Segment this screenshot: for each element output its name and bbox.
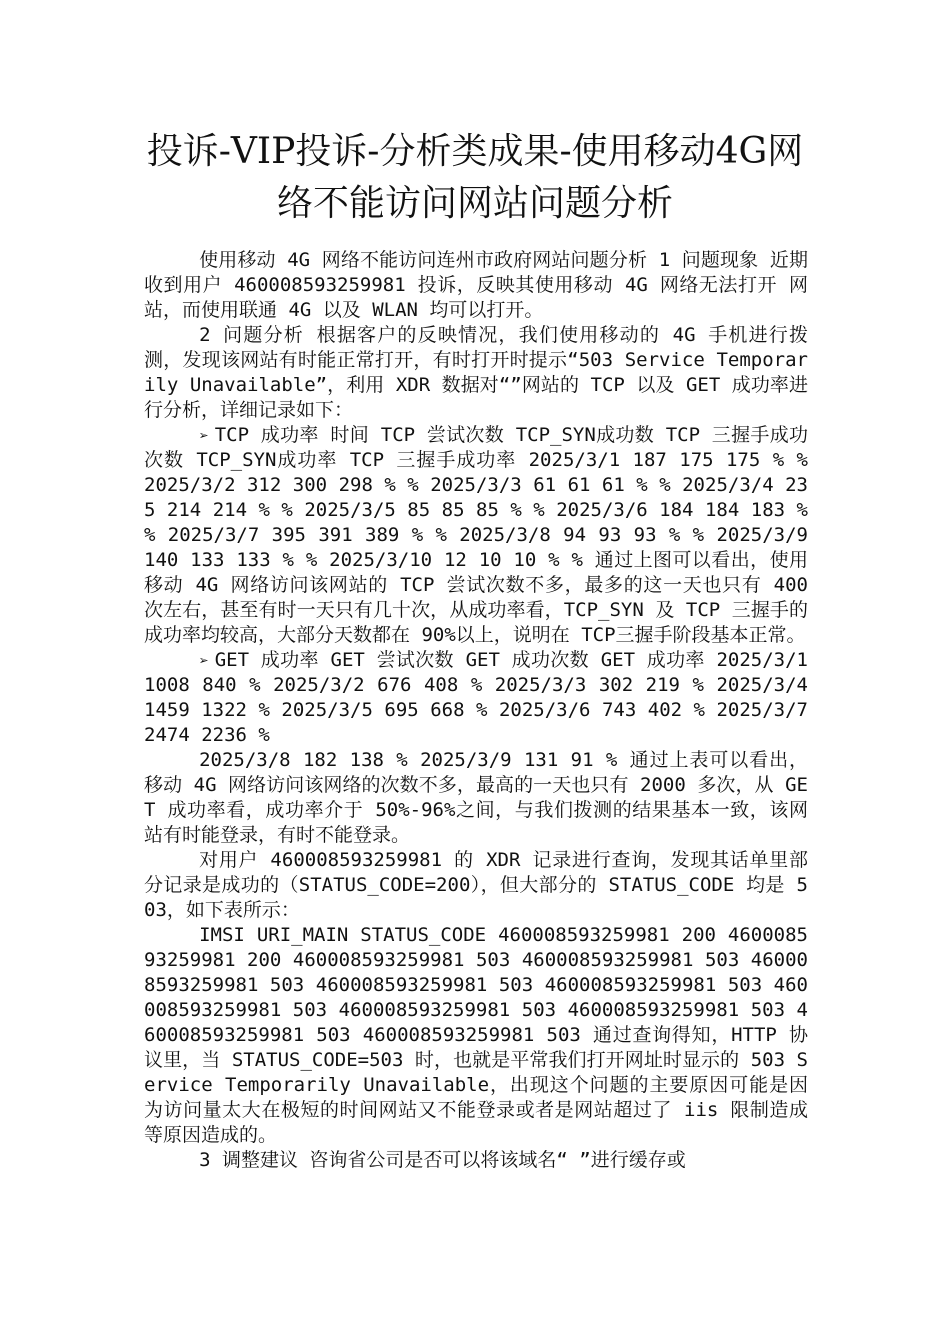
paragraph-get-success-rate [144,648,808,748]
paragraph-get-analysis [144,748,808,848]
paragraph-text: IMSI URI_MAIN STATUS_CODE 460008593259981 200 460008593259981 200 460008593259981 503 460008593259981 503 460008593259981 503 460008593259981 503 460008593259981 503 460008593259981 503 460008593259981 503 460008593259981 503 460008593259981 503 460008593259981 503 通过查询得知，HTTP 协议里，当 STATUS_CODE=503 时，也就是平常我们打开网址时显示的 503 Service Temporarily Unavailable，出现这个问题的主要原因可能是因为访问量太大在极短的时间网站又不能登录或者是网站超过了 iis 限制造成等原因造成的。 [144,924,808,1146]
paragraph-text: 使用移动 4G 网络不能访问连州市政府网站问题分析 1 问题现象 近期收到用户 460008593259981 投诉，反映其使用移动 4G 网络无法打开 网站，而使用联通 4G 以及 WLAN 均可以打开。 [144,249,808,321]
paragraph-problem-phenomenon [144,248,808,323]
paragraph-text: 3 调整建议 咨询省公司是否可以将该域名“ ”进行缓存或 [199,1149,686,1171]
paragraph-text: 对用户 460008593259981 的 XDR 记录进行查询，发现其话单里部分记录是成功的（STATUS_CODE=200），但大部分的 STATUS_CODE 均是 503，如下表所示： [144,849,808,921]
arrow-bullet-icon: ➢ [199,426,209,445]
paragraph-text: 2 问题分析 根据客户的反映情况，我们使用移动的 4G 手机进行拨测，发现该网站有时能正常打开，有时打开时提示“503 Service Temporarily Unavailable”，利用 XDR 数据对“”网站的 TCP 以及 GET 成功率进行分析，详细记录如下： [144,324,808,421]
paragraph-text: TCP 成功率 时间 TCP 尝试次数 TCP_SYN成功数 TCP 三握手成功次数 TCP_SYN成功率 TCP 三握手成功率 2025/3/1 187 175 175 % % 2025/3/2 312 300 298 % % 2025/3/3 61 61 61 % % 2025/3/4 235 214 214 % % 2025/3/5 85 85 85 % % 2025/3/6 184 184 183 % % 2025/3/7 395 391 389 % % 2025/3/8 94 93 93 % % 2025/3/9 140 133 133 % % 2025/3/10 12 10 10 % % 通过上图可以看出，使用移动 4G 网络访问该网站的 TCP 尝试次数不多，最多的这一天也只有 400 次左右，甚至有时一天只有几十次，从成功率看，TCP_SYN 及 TCP 三握手的成功率均较高，大部分天数都在 90%以上，说明在 TCP三握手阶段基本正常。 [144,424,808,646]
arrow-bullet-icon: ➢ [199,651,209,670]
paragraph-status-code-table [144,923,808,1148]
document-body [144,248,808,1173]
paragraph-text: GET 成功率 GET 尝试次数 GET 成功次数 GET 成功率 2025/3/1 1008 840 % 2025/3/2 676 408 % 2025/3/3 302 219 % 2025/3/4 1459 1322 % 2025/3/5 695 668 % 2025/3/6 743 402 % 2025/3/7 2474 2236 % [144,649,808,746]
paragraph-tcp-success-rate [144,423,808,648]
document-title: 投诉-VIP投诉-分析类成果-使用移动4G网络不能访问网站问题分析 [146,131,804,224]
paragraph-adjustment-suggestion [144,1148,808,1173]
paragraph-text: 2025/3/8 182 138 % 2025/3/9 131 91 % 通过上表可以看出，移动 4G 网络访问该网络的次数不多，最高的一天也只有 2000 多次，从 GET 成功率看，成功率介于 50%-96%之间，与我们拨测的结果基本一致，该网站有时能登录，有时不能登录。 [144,749,808,846]
paragraph-xdr-query [144,848,808,923]
paragraph-problem-analysis [144,323,808,423]
